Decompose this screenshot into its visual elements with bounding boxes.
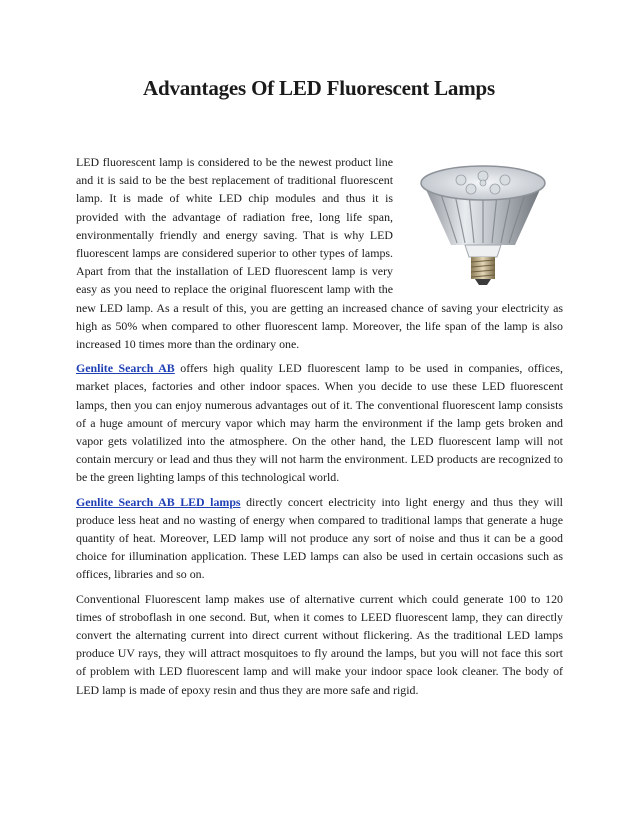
- page-title: Advantages Of LED Fluorescent Lamps: [143, 76, 495, 100]
- paragraph-conventional: [76, 590, 563, 699]
- led-lamp-image: [403, 153, 563, 288]
- genlite-led-lamps-link[interactable]: Genlite Search AB LED lamps: [76, 494, 241, 509]
- paragraph-4-text: Conventional Fluorescent lamp makes use of alternative current which could generate 100 to 120 times of stroboflash in one second. But, when it comes to LEED fluorescent lamp, they can directly convert the alternating current into direct current without flickering. As the traditional LED lamps produce UV rays, they will attract mosquitoes to fly around the lamps, but you will not face this sort of problem with LED fluorescent lamp and will make your indoor space look cleaner. The body of LED lamp is made of epoxy resin and thus they are more safe and rigid.: [76, 591, 563, 697]
- paragraph-2-text: offers high quality LED fluorescent lamp to be used in companies, offices, market places, factories and other indoor spaces. When you decide to use these LED fluorescent lamps, then you can enjoy numerous advantages out of it. The conventional fluorescent lamp consists of a huge amount of mercury vapor which may harm the environment if the lamp gets broken and vapor gets volatilized into the atmosphere. On the other hand, the LED fluorescent lamp will not contain mercury or lead and thus they will not harm the environment. LED products are recognized to be the green lighting lamps of this technological world.: [76, 361, 563, 485]
- genlite-search-ab-link[interactable]: Genlite Search AB: [76, 361, 175, 376]
- article-body: [76, 153, 563, 705]
- paragraph-3-text: directly concert electricity into light energy and thus they will produce less heat and no wasting of energy when compared to traditional lamps that generate a huge quantity of heat. Moreover, LED lamp will not produce any sort of noise and thus it can be a good choice for illumination application. These LED lamps can also be used in certain occasions such as offices, libraries and so on.: [76, 494, 563, 582]
- paragraph-intro: [76, 153, 563, 353]
- paragraph-1-text: LED fluorescent lamp is considered to be the newest product line and it is said to be the best replacement of traditional fluorescent lamp. It is made of white LED chip modules and thus it is provided with the advantage of radiation free, long life span, environmentally friendly and energy saving. That is why LED fluorescent lamps are considered superior to other types of lamps. Apart from that the installation of LED fluorescent lamp is very easy as you need to replace the original fluorescent lamp with the new LED lamp. As a result of this, you are getting an increased chance of saving your electricity as high as 50% when compared to other fluorescent lamp. Moreover, the life span of the lamp is also increased 10 times more than the ordinary one.: [76, 155, 563, 352]
- paragraph-led-lamps: [76, 493, 563, 584]
- paragraph-genlite: [76, 359, 563, 486]
